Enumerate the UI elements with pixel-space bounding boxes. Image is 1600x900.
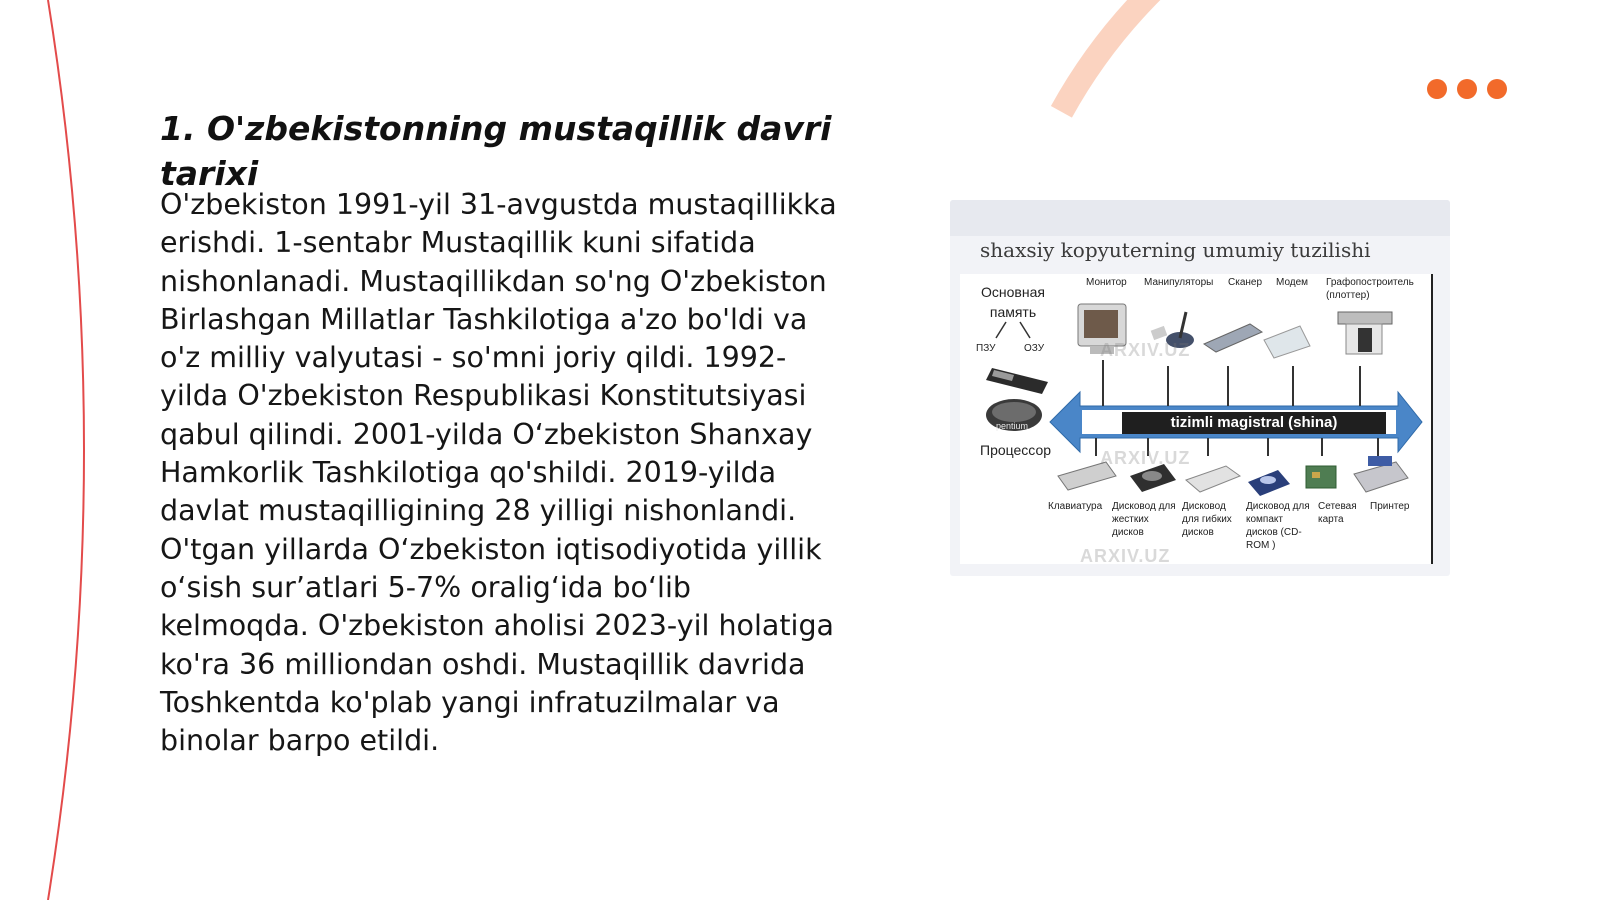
chip-text: pentium	[996, 421, 1029, 431]
device-label-manipulators: Манипуляторы	[1144, 277, 1214, 288]
memory-label: Основная память	[981, 284, 1045, 320]
device-label-modem: Модем	[1276, 277, 1309, 288]
device-label-floppy: Дисковод для гибких дисков	[1182, 501, 1232, 538]
device-label-cdrom: Дисковод для компакт дисков (CD-ROM )	[1246, 501, 1310, 551]
cdrom-icon	[1248, 470, 1290, 496]
device-label-plotter: Графопостроитель (плоттер)	[1326, 277, 1414, 301]
network-card-icon	[1306, 466, 1336, 488]
processor-label: Процессор	[980, 442, 1052, 458]
dot-icon	[1457, 79, 1477, 99]
watermark: ARXIV.UZ	[1080, 546, 1171, 566]
ram-label: ОЗУ	[1024, 343, 1045, 354]
computer-structure-diagram	[950, 200, 1450, 576]
printer-icon	[1354, 456, 1408, 492]
scanner-icon	[1204, 324, 1262, 352]
modem-icon	[1264, 326, 1310, 358]
slide-body-text: O'zbekiston 1991-yil 31-avgustda mustaqillikka erishdi. 1-sentabr Mustaqillik kuni sifatida nishonlanadi. Mustaqillikdan so'ng O'zbekiston Birlashgan Millatlar Tashkilotiga a'zo bo'ldi va o'z milliy valyutasi - so'mni joriy qildi. 1992-yilda O'zbekiston Respublikasi Konstitutsiyasi qabul qilindi. 2001-yilda O‘zbekiston Shanxay Hamkorlik Tashkilotiga qo'shildi. 2019-yilda davlat mustaqilligining 28 yilligi nishonlandi. O'tgan yillarda O‘zbekiston iqtisodiyotida yillik o‘sish sur’atlari 5-7% oralig‘ida bo‘lib kelmoqda. O'zbekiston aholisi 2023-yil holatiga ko'ra 36 milliondan oshdi. Mustaqillik davrida Toshkentda ko'plab yangi infratuzilmalar va binolar barpo etildi.	[160, 188, 837, 758]
ram-module-icon	[986, 368, 1048, 394]
device-label-hdd: Дисковод для жестких дисков	[1112, 501, 1176, 538]
top-connectors	[1103, 360, 1360, 406]
dot-icon	[1487, 79, 1507, 99]
plotter-icon	[1338, 312, 1392, 354]
floppy-drive-icon	[1186, 466, 1240, 492]
watermark: ARXIV.UZ	[1100, 340, 1191, 360]
left-edge-line	[48, 0, 84, 900]
watermark: ARXIV.UZ	[1100, 448, 1191, 468]
device-label-scanner: Сканер	[1228, 277, 1263, 288]
device-label-monitor: Монитор	[1086, 277, 1127, 288]
dot-icon	[1427, 79, 1447, 99]
bus-label: tizimli magistral (shina)	[1122, 412, 1386, 434]
device-label-printer: Принтер	[1370, 501, 1410, 512]
rom-label: ПЗУ	[976, 343, 996, 354]
figure-caption: shaxsiy kopyuterning umumiy tuzilishi	[980, 238, 1371, 262]
memory-branch-icon	[996, 322, 1030, 338]
device-label-keyboard: Клавиатура	[1048, 501, 1103, 512]
slide-title: 1. O'zbekistonning mustaqillik davri tarixi	[160, 109, 832, 193]
dots-ornament	[1427, 79, 1507, 99]
device-label-network-card: Сетевая карта	[1318, 501, 1357, 525]
